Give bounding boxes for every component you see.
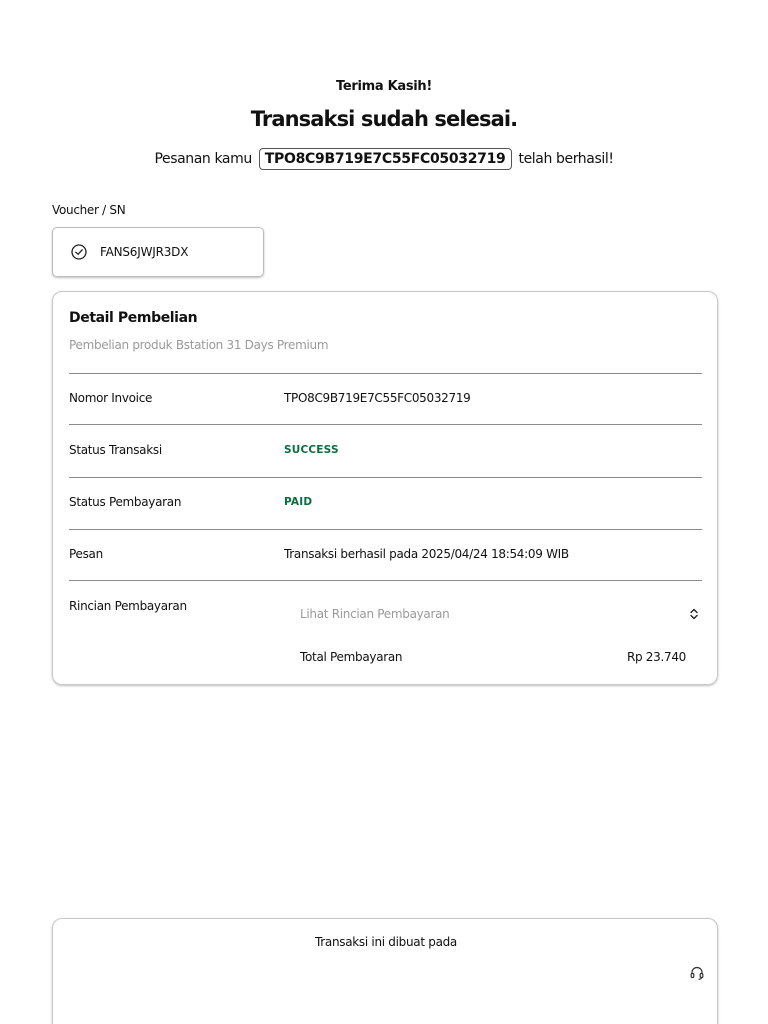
divider <box>69 477 702 478</box>
voucher-label: Voucher / SN <box>52 203 126 217</box>
rincian-dropdown-label[interactable]: Lihat Rincian Pembayaran <box>300 607 450 621</box>
total-row <box>300 650 686 664</box>
rincian-dropdown[interactable] <box>300 607 700 621</box>
created-card <box>52 918 718 1024</box>
created-text: Transaksi ini dibuat pada <box>315 935 457 949</box>
status-transaksi-badge: SUCCESS <box>284 444 339 456</box>
divider <box>69 424 702 425</box>
divider <box>69 529 702 530</box>
detail-subtitle: Pembelian produk Bstation 31 Days Premium <box>69 338 329 352</box>
voucher-code[interactable]: FANS6JWJR3DX <box>100 245 189 259</box>
page-title: Transaksi sudah selesai. <box>250 107 518 131</box>
row-value-invoice[interactable]: TPO8C9B719E7C55FC05032719 <box>284 391 471 405</box>
voucher-box[interactable] <box>52 227 264 277</box>
detail-title: Detail Pembelian <box>69 310 198 326</box>
row-label-status-pembayaran: Status Pembayaran <box>69 495 182 509</box>
total-label: Total Pembayaran <box>300 650 403 664</box>
thanks-heading: Terima Kasih! <box>336 79 432 94</box>
detail-card <box>52 291 718 685</box>
divider <box>69 580 702 581</box>
chevron-up-down-icon[interactable] <box>688 607 700 621</box>
row-value-pesan: Transaksi berhasil pada 2025/04/24 18:54:09 WIB <box>284 547 569 561</box>
row-label-pesan: Pesan <box>69 547 103 561</box>
status-pembayaran-badge: PAID <box>284 496 313 508</box>
total-value: Rp 23.740 <box>626 650 686 664</box>
divider <box>69 373 702 374</box>
row-label-status-transaksi: Status Transaksi <box>69 443 162 457</box>
order-code-badge[interactable]: TPO8C9B719E7C55FC05032719 <box>259 148 512 170</box>
order-suffix: telah berhasil! <box>518 151 614 167</box>
order-line <box>0 148 768 170</box>
row-label-rincian: Rincian Pembayaran <box>69 599 187 613</box>
order-prefix: Pesanan kamu <box>154 151 252 167</box>
check-circle-icon <box>70 243 88 261</box>
row-label-invoice: Nomor Invoice <box>69 391 153 405</box>
headset-icon[interactable] <box>689 965 705 981</box>
